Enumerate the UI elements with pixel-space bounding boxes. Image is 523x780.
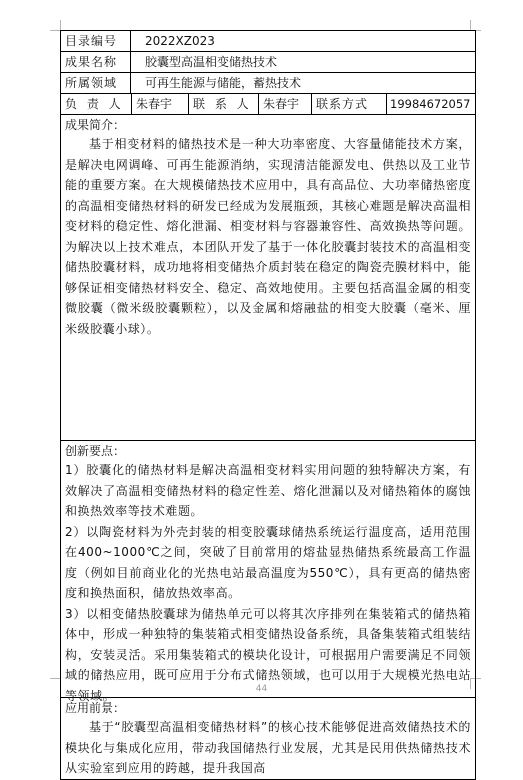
innovation-point: 2）以陶瓷材料为外壳封装的相变胶囊球储热系统运行温度高，适用范围在400~1000℃之间，突破了目前常用的熔盐显热储热系统最高工作温度（例如目前商业化的光热电站最高温度为550℃），具有更高的储热密度和换热面积，储放热效率高。 (65, 524, 471, 600)
page-number: 44 (255, 684, 268, 694)
row-project-name (61, 52, 475, 73)
application-text: 基于“胶囊型高温相变储热材料”的核心技术能够促进高效储热技术的模块化与集成化应用，带动我国储热行业发展，尤其是民用供热储热技术从实验室到应用的跨越，提升我国高 (65, 720, 471, 775)
innovation-section (61, 441, 475, 703)
project-no-value: 2022XZ023 (145, 34, 215, 48)
lead-label: 负 责 人 (61, 94, 132, 114)
lead-value: 朱春宇 (132, 94, 189, 114)
project-info-table (60, 30, 476, 780)
application-section (61, 698, 475, 779)
row-contacts (61, 94, 475, 115)
project-name-value: 胶囊型高温相变储热技术 (145, 55, 278, 69)
project-name-label: 成果名称 (61, 52, 131, 72)
contact-label: 联 系 人 (189, 94, 259, 114)
innovation-point: 3）以相变储热胶囊球为储热单元可以将其次序排列在集装箱式的储热箱体中，形成一种独特的集装箱式相变储热设备系统，具备集装箱式组装结构，安装灵活。采用集装箱式的模块化设计，可根据用户需要满足不同领域的储热应用，既可应用于分布式储热领域，也可以用于大规模光热电站等领域。 (65, 606, 471, 703)
contact-value: 朱春宇 (259, 94, 312, 114)
row-field (61, 73, 475, 94)
innovation-point: 1）胶囊化的储热材料是解决高温相变材料实用问题的独特解决方案，有效解决了高温相变储热材料的稳定性差、熔化泄漏以及对储热箱体的腐蚀和换热效率等技术难题。 (65, 463, 471, 518)
phone-value: 19984672057 (390, 97, 471, 111)
innovation-title: 创新要点： (65, 444, 126, 458)
project-no-label: 目录编号 (61, 31, 131, 51)
row-project-no (61, 31, 475, 52)
phone-label: 联系方式 (312, 94, 387, 114)
summary-text: 基于相变材料的储热技术是一种大功率密度、大容量储能技术方案，是解决电网调峰、可再生能源消纳，实现清洁能源发电、供热以及工业节能的重要方案。在大规模储热技术应用中，具有高品位、大功率储热密度的高温相变储热材料的研发已经成为发展瓶颈，其核心难题是解决高温相变材料的稳定性、熔化泄漏、相变材料与容器兼容性、高效换热等问题。为解决以上技术难点，本团队开发了基于一体化胶囊封装技术的高温相变储热胶囊材料，成功地将相变储热介质封装在稳定的陶瓷壳膜材料中，能够保证相变储热材料安全、稳定、高效地使用。主要包括高温金属的相变微胶囊（微米级胶囊颗粒），以及金属和熔融盐的相变大胶囊（毫米、厘米级胶囊小球）。 (65, 137, 471, 336)
application-title: 应用前景： (65, 701, 126, 715)
summary-title: 成果简介： (65, 118, 126, 132)
field-value: 可再生能源与储能，蓄热技术 (145, 76, 302, 90)
field-label: 所属领域 (61, 73, 131, 93)
summary-section (61, 115, 475, 441)
